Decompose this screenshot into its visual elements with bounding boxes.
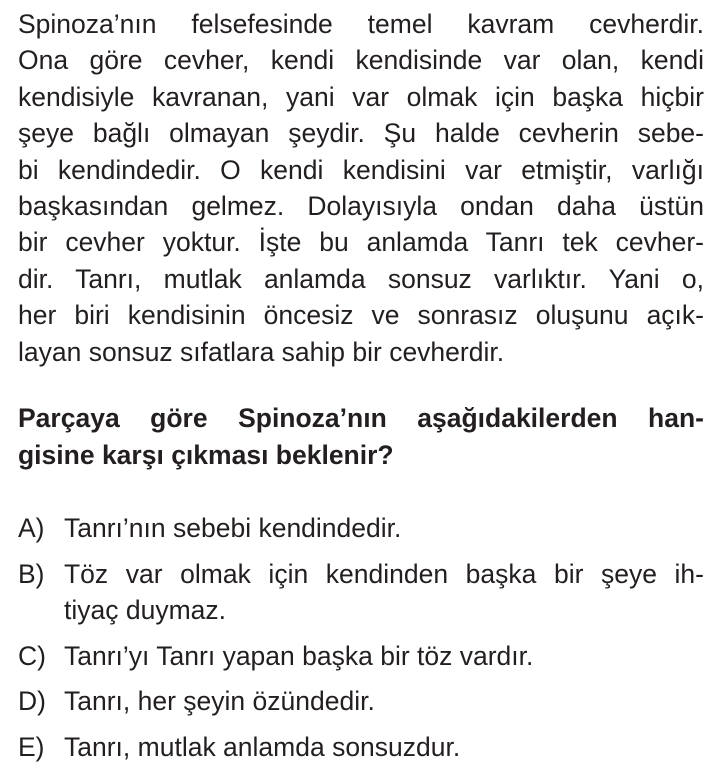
- option-line: tiyaç duymaz.: [64, 595, 227, 626]
- question-line: gisine karşı çıkması beklenir?: [18, 440, 394, 471]
- option-b[interactable]: [18, 556, 704, 629]
- passage-line: dir. Tanrı, mutlak anlamda sonsuz varlıktır. Yani o,: [18, 263, 704, 294]
- option-text: [64, 683, 704, 720]
- option-text: [64, 510, 704, 547]
- answer-options: [18, 510, 704, 765]
- passage-line: layan sonsuz sıfatlara sahip bir cevherdir.: [18, 336, 505, 367]
- passage-line: Ona göre cevher, kendi kendisinde var olan, kendi: [18, 45, 704, 76]
- option-text: [64, 556, 704, 629]
- passage-line: kendisiyle kavranan, yani var olmak için başka hiçbir: [18, 81, 704, 112]
- passage-line: bi kendindedir. O kendi kendisini var etmiştir, varlığı: [18, 154, 704, 185]
- passage-line: bir cevher yoktur. İşte bu anlamda Tanrı tek cevher-: [18, 227, 704, 258]
- passage-text: [18, 6, 704, 370]
- option-letter: C): [18, 640, 46, 671]
- option-e[interactable]: [18, 729, 704, 766]
- option-line: Tanrı’yı Tanrı yapan başka bir töz vardır.: [64, 640, 534, 671]
- option-letter: D): [18, 686, 46, 717]
- option-line: Tanrı, her şeyin özündedir.: [64, 686, 375, 717]
- question-stem: [18, 400, 704, 474]
- option-text: [64, 638, 704, 675]
- option-line: Töz var olmak için kendinden başka bir şeye ih-: [64, 558, 704, 589]
- passage-line: başkasından gelmez. Dolayısıyla ondan daha üstün: [18, 191, 704, 222]
- option-text: [64, 729, 704, 766]
- option-a[interactable]: [18, 510, 704, 547]
- option-line: Tanrı, mutlak anlamda sonsuzdur.: [64, 731, 461, 762]
- question-page: [18, 6, 704, 774]
- question-line: Parçaya göre Spinoza’nın aşağıdakilerden han-: [18, 403, 704, 434]
- option-letter: E): [18, 731, 45, 762]
- option-letter: A): [18, 513, 45, 544]
- passage-line: her biri kendisinin öncesiz ve sonrasız oluşunu açık-: [18, 300, 704, 331]
- option-d[interactable]: [18, 683, 704, 720]
- option-c[interactable]: [18, 638, 704, 675]
- passage-line: Spinoza’nın felsefesinde temel kavram cevherdir.: [18, 9, 704, 39]
- option-line: Tanrı’nın sebebi kendindedir.: [64, 513, 402, 544]
- option-letter: B): [18, 558, 45, 589]
- passage-line: şeye bağlı olmayan şeydir. Şu halde cevherin sebe-: [18, 118, 704, 149]
